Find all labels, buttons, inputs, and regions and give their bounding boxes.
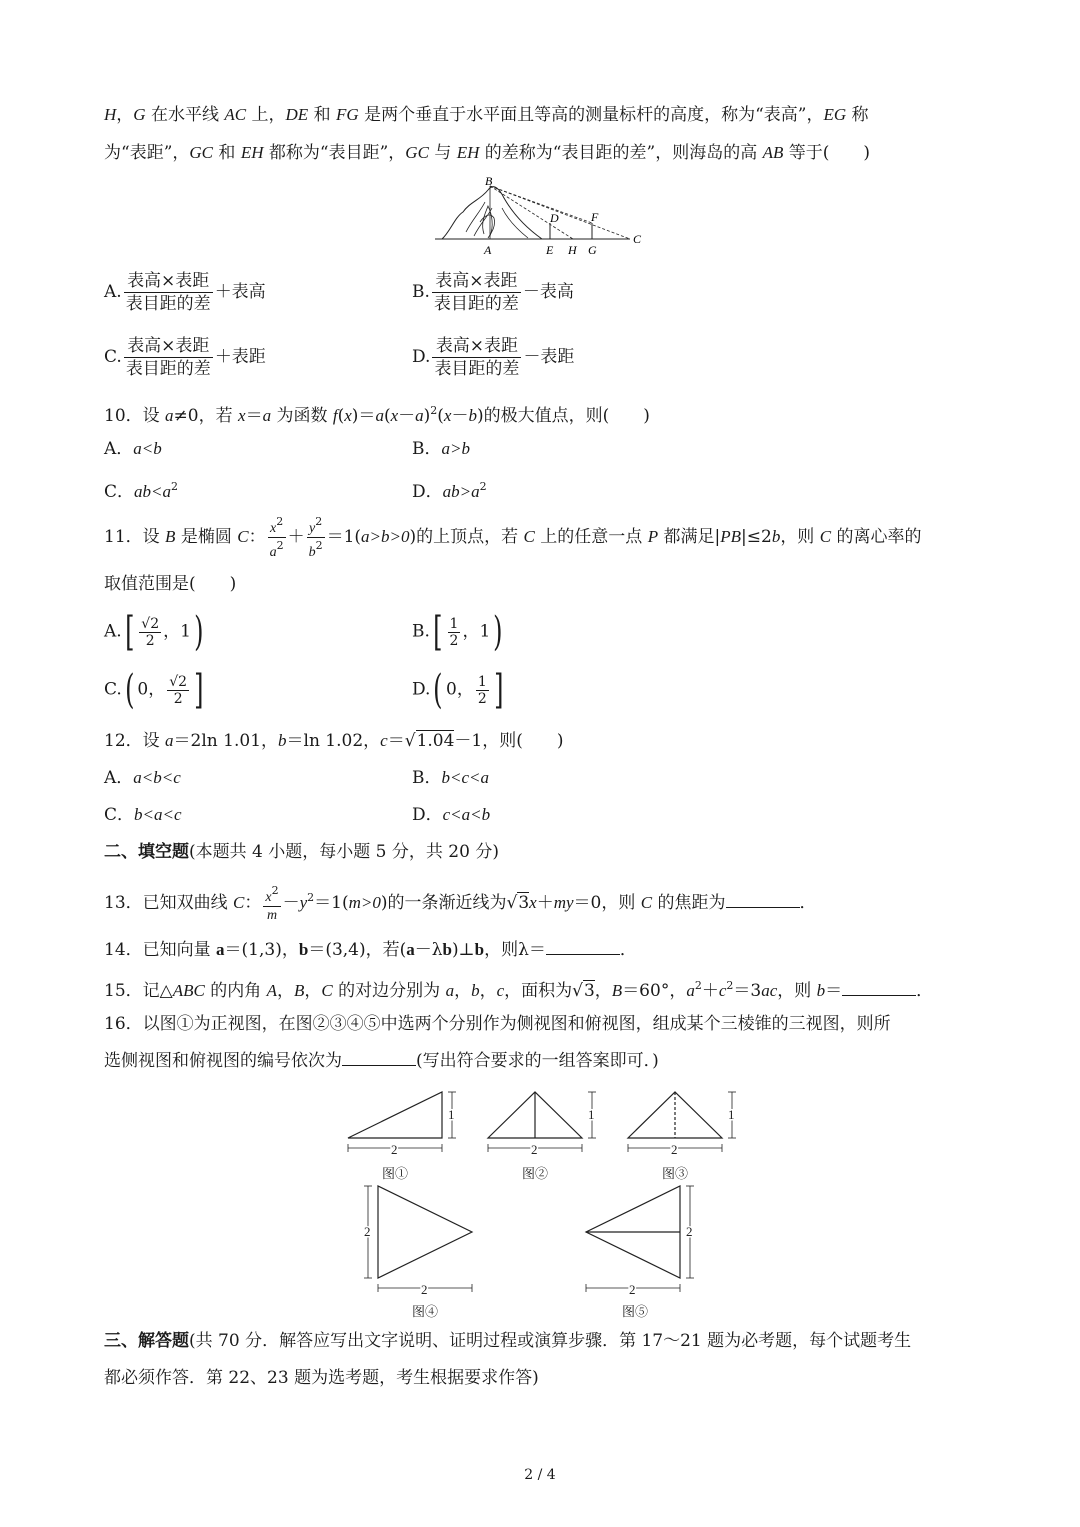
- fig1-shape: [348, 1092, 442, 1138]
- fig4-caption: 图④: [412, 1304, 439, 1319]
- label-D: D: [550, 211, 559, 225]
- label-H: H: [568, 243, 577, 257]
- q9-option-d[interactable]: D. $\frac{\text{表高×表距}}{\text{表目距的差}}$ －表距: [412, 336, 575, 379]
- q15-answer-blank[interactable]: [842, 979, 916, 996]
- q12-option-c[interactable]: C．b<a<c: [104, 805, 182, 825]
- q11-option-b[interactable]: B.[ $\frac{1}{2}$ ，1): [412, 609, 503, 655]
- q11-line-2: 取值范围是( ): [104, 574, 237, 594]
- three-view-figures: [340, 1088, 740, 1320]
- q9-option-a[interactable]: A. $\frac{\text{表高×表距}}{\text{表目距的差}}$ ＋表高: [104, 271, 266, 314]
- fig5-caption: 图⑤: [622, 1304, 649, 1319]
- section-3-line-2: 都必须作答．第 22、23 题为选考题，考生根据要求作答): [104, 1368, 539, 1388]
- q12-stem: 12．设 a＝2ln 1.01，b＝ln 1.02，c＝√1.04－1，则( ): [104, 731, 564, 751]
- fig4-height: 2: [364, 1224, 371, 1239]
- fig1-height: 1: [448, 1107, 455, 1122]
- fig4-shape: [378, 1186, 472, 1278]
- page-number: 2 / 4: [524, 1467, 556, 1483]
- q10-option-c[interactable]: C．$ab<a^2$: [104, 480, 178, 502]
- fig2-width: 2: [531, 1142, 538, 1157]
- fig4-width: 2: [421, 1282, 428, 1297]
- fig1-caption: 图①: [382, 1166, 409, 1181]
- label-E: E: [546, 243, 554, 257]
- q13-answer-blank[interactable]: [726, 891, 800, 908]
- label-G: G: [588, 243, 597, 257]
- q10-option-a[interactable]: A．a<b: [104, 439, 162, 459]
- q10-option-b[interactable]: B．a>b: [412, 439, 470, 459]
- fig1-width: 2: [391, 1142, 398, 1157]
- fig2-height: 1: [588, 1107, 595, 1122]
- q10-option-d[interactable]: D．$ab>a^2$: [412, 480, 487, 502]
- q16-line-2: 选侧视图和俯视图的编号依次为 (写出符合要求的一组答案即可．): [104, 1051, 659, 1071]
- section-3-line-1: 三、解答题(共 70 分．解答应写出文字说明、证明过程或演算步骤．第 17～21 题为必考题，每个试题考生: [104, 1331, 912, 1351]
- q9-line-2: 为“表距”，GC 和 EH 都称为“表目距”，GC 与 EH 的差称为“表目距的差”，则海岛的高 AB 等于( ): [104, 143, 871, 163]
- label-B: B: [485, 174, 493, 188]
- label-C: C: [633, 232, 642, 246]
- label-F: F: [591, 210, 599, 224]
- q12-option-b[interactable]: B．b<c<a: [412, 768, 489, 788]
- q13-stem: 13．已知双曲线 C： $\frac{x^2}{m}$ $-y^2=1(m>0)$的一条渐近线为√3x＋my＝0，则 C 的焦距为 ．: [104, 884, 817, 923]
- fig5-width: 2: [629, 1282, 636, 1297]
- q14-answer-blank[interactable]: [546, 938, 620, 955]
- q15-stem: 15．记△ABC 的内角 A，B，C 的对边分别为 a，b，c，面积为√3，B＝60°，$a^2+c^2=3ac$，则 b＝ ．: [104, 979, 934, 1001]
- fig5-height: 2: [686, 1224, 693, 1239]
- q14-stem: 14．已知向量 a＝(1,3)，b＝(3,4)，若(a－λb)⊥b，则λ＝ ．: [104, 940, 637, 960]
- q12-option-a[interactable]: A．a<b<c: [104, 768, 181, 788]
- fig3-caption: 图③: [662, 1166, 689, 1181]
- q16-answer-blank[interactable]: [342, 1049, 416, 1066]
- island-figure: [430, 172, 660, 260]
- q11-option-d[interactable]: D.( 0， $\frac{1}{2}$ ]: [412, 667, 504, 713]
- q16-line-1: 16．以图①为正视图，在图②③④⑤中选两个分别作为侧视图和俯视图，组成某个三棱锥的三视图，则所: [104, 1014, 891, 1034]
- q11-option-c[interactable]: C.( 0， $\frac{√2}{2}$ ]: [104, 667, 204, 713]
- q9-option-c[interactable]: C. $\frac{\text{表高×表距}}{\text{表目距的差}}$ ＋表距: [104, 336, 266, 379]
- q10-stem: 10．设 a≠0，若 x＝a 为函数 $f(x)=a(x-a)^2(x-b)$的极大值点，则( ): [104, 404, 650, 426]
- section-2-heading: 二、填空题(本题共 4 小题，每小题 5 分，共 20 分): [104, 842, 499, 862]
- label-A: A: [484, 243, 492, 257]
- q11-stem: 11．设 B 是椭圆 C： $\frac{x^2}{a^2}$ ＋ $\frac{y^2}{b^2}$ ＝1(a>b>0)的上顶点，若 C 上的任意一点 P 都满足|PB|≤2b，则 C 的离心率的: [104, 515, 922, 560]
- fig2-caption: 图②: [522, 1166, 549, 1181]
- fig3-height: 1: [728, 1107, 735, 1122]
- q9-line-1: H，G 在水平线 AC 上，DE 和 FG 是两个垂直于水平面且等高的测量标杆的高度，称为“表高”，EG 称: [104, 105, 869, 125]
- q11-option-a[interactable]: A.[ $\frac{√2}{2}$ ，1): [104, 609, 204, 655]
- q12-option-d[interactable]: D．c<a<b: [412, 805, 491, 825]
- fig3-width: 2: [671, 1142, 678, 1157]
- q9-option-b[interactable]: B. $\frac{\text{表高×表距}}{\text{表目距的差}}$ －表高: [412, 271, 574, 314]
